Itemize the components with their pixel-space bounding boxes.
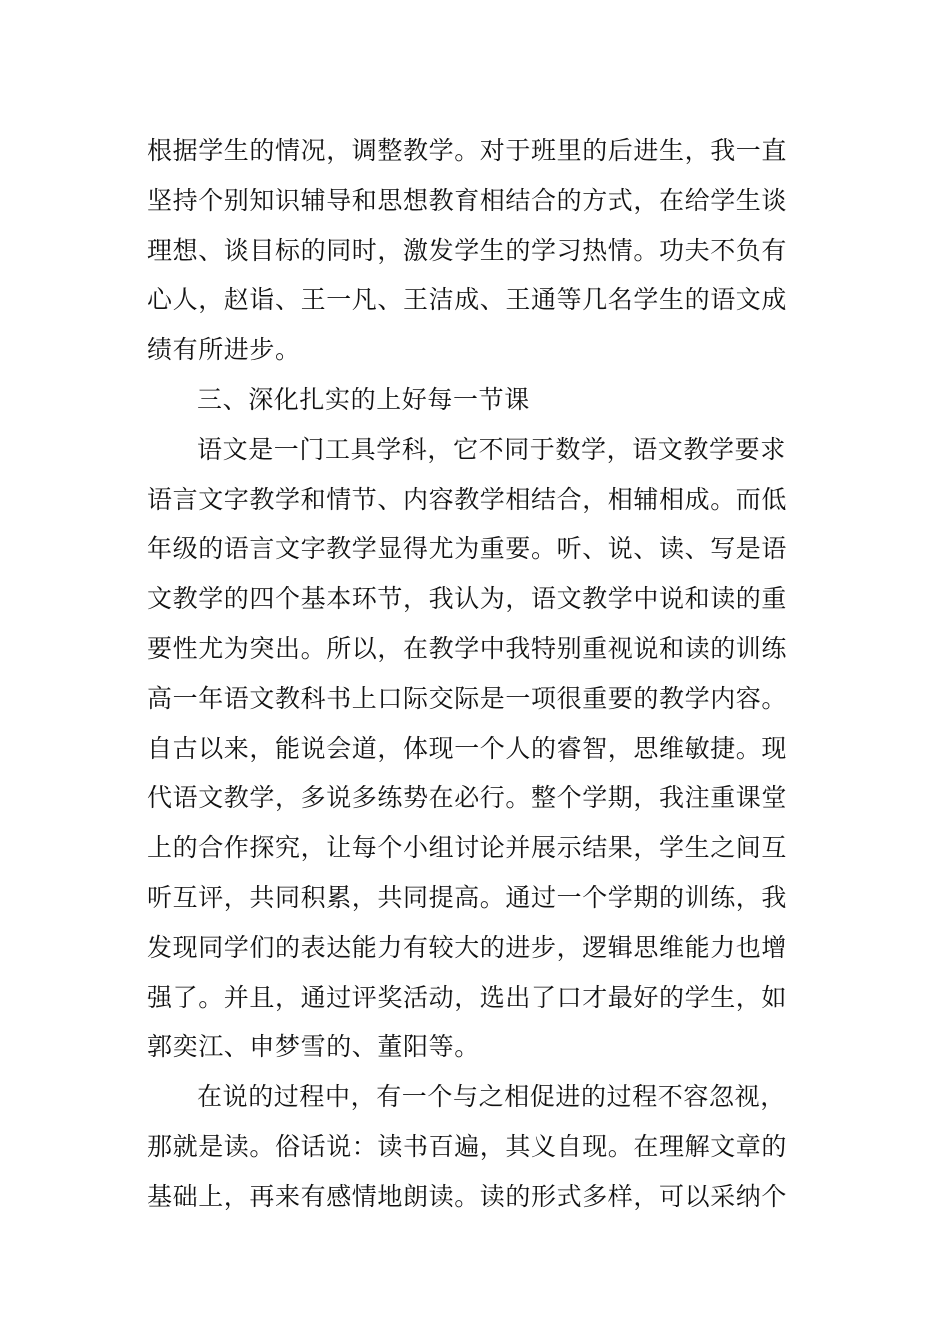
paragraph-first-line: 语文是一门工具学科，它不同于数学，语文教学要求 [197, 434, 786, 464]
paragraph-first-line: 在说的过程中，有一个与之相促进的过程不容忽视， [197, 1082, 786, 1112]
text-line: 语言文字教学和情节、内容教学相结合，相辅相成。而低 [147, 484, 788, 514]
text-line: 上的合作探究，让每个小组讨论并展示结果，学生之间互 [147, 833, 788, 863]
text-line: 郭奕江、申梦雪的、董阳等。 [147, 1032, 480, 1062]
text-line: 高一年语文教科书上口际交际是一项很重要的教学内容。 [147, 683, 788, 713]
section-heading: 三、深化扎实的上好每一节课 [197, 384, 530, 414]
text-line: 听互评，共同积累，共同提高。通过一个学期的训练，我 [147, 882, 788, 912]
text-line: 坚持个别知识辅导和思想教育相结合的方式，在给学生谈 [147, 185, 788, 215]
text-line: 文教学的四个基本环节，我认为，语文教学中说和读的重 [147, 584, 788, 614]
text-line: 绩有所进步。 [147, 335, 301, 365]
body-text [147, 126, 807, 1222]
text-line: 自古以来，能说会道，体现一个人的睿智，思维敏捷。现 [147, 733, 788, 763]
text-line: 年级的语言文字教学显得尤为重要。听、说、读、写是语 [147, 534, 788, 564]
text-line: 根据学生的情况，调整教学。对于班里的后进生，我一直 [147, 136, 788, 165]
text-line: 基础上，再来有感情地朗读。读的形式多样，可以采纳个 [147, 1181, 788, 1211]
text-line: 那就是读。俗话说：读书百遍，其义自现。在理解文章的 [147, 1131, 788, 1161]
text-line: 理想、谈目标的同时，激发学生的学习热情。功夫不负有 [147, 235, 788, 265]
text-line: 心人，赵诣、王一凡、王洁成、王通等几名学生的语文成 [147, 285, 788, 315]
text-line: 代语文教学，多说多练势在必行。整个学期，我注重课堂 [147, 783, 788, 813]
text-line: 发现同学们的表达能力有较大的进步，逻辑思维能力也增 [147, 932, 788, 962]
text-line: 强了。并且，通过评奖活动，选出了口才最好的学生，如 [147, 982, 788, 1012]
text-line: 要性尤为突出。所以，在教学中我特别重视说和读的训练 [147, 633, 788, 663]
